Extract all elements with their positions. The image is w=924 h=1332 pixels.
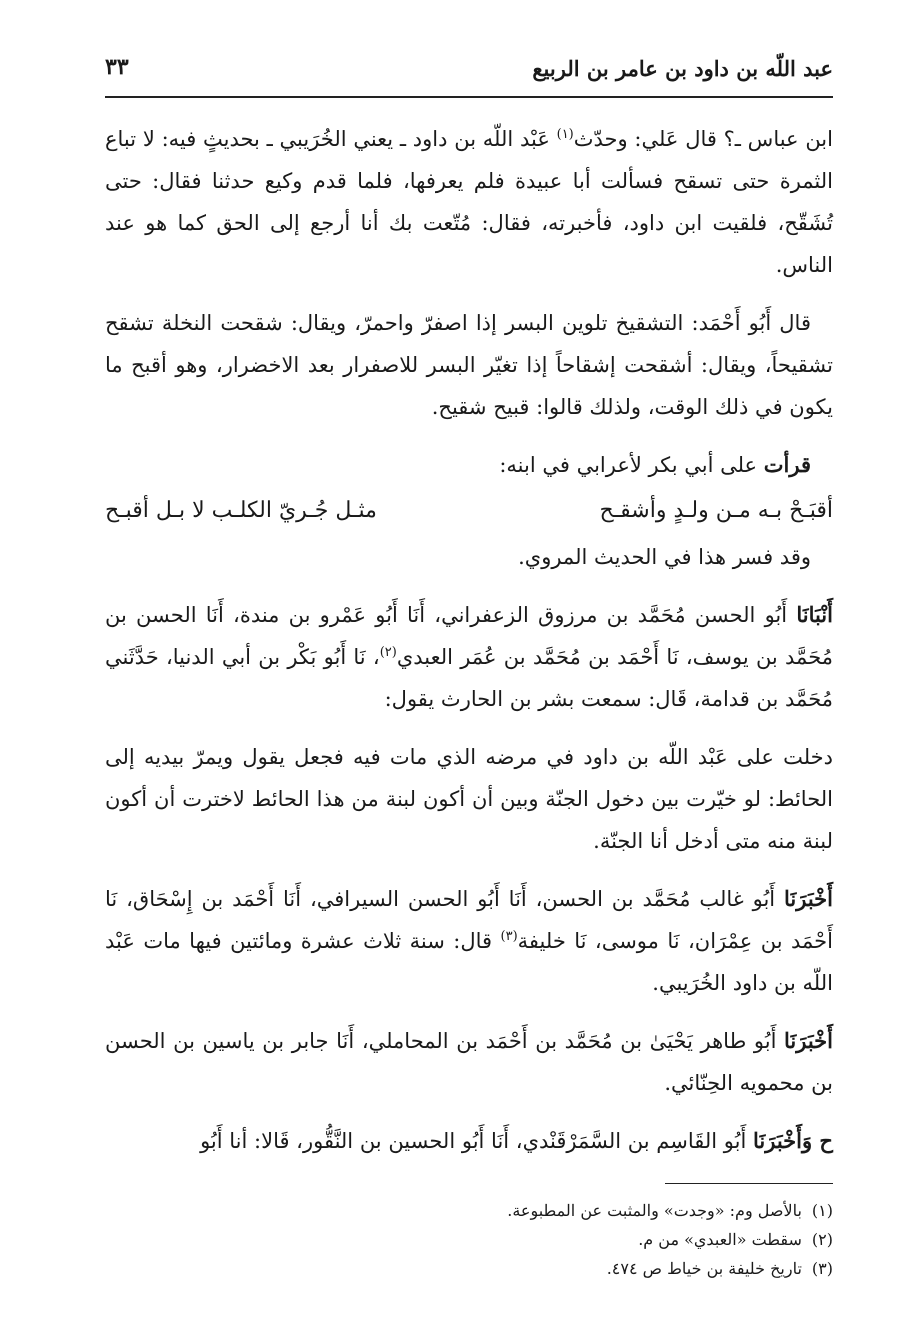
paragraph-text: على أبي بكر لأعرابي في ابنه: — [499, 453, 764, 477]
footnote-text: سقطت «العبدي» من م. — [638, 1230, 802, 1249]
header-rule — [105, 96, 833, 98]
paragraph-text: دخلت على عَبْد اللّه بن داود في مرضه الذي مات فيه فجعل يقول ويمرّ بيديه إلى الحائط: لو خيّرت بين دخول الجنّة وبين أن أكون لبنة من هذا الحائط لاخترت أن أكون لبنة منه متى أدخل أنا الجنّة. — [105, 745, 833, 853]
paragraph-text: قال: سنة ثلاث عشرة ومائتين فيها مات عَبْد اللّه بن داود الخُرَيبي. — [105, 929, 833, 995]
paragraph-lead: أَخْبَرَنَا — [784, 886, 833, 911]
footnotes — [105, 1196, 833, 1283]
paragraph-text: ابن عباس ـ؟ قال عَلي: وحدّث — [573, 127, 833, 151]
footnote-ref: (٢) — [379, 645, 397, 660]
paragraph — [105, 736, 833, 862]
footnote-ref: (١) — [556, 127, 574, 142]
footnote-text: بالأصل وم: «وجدت» والمثبت عن المطبوعة. — [507, 1201, 802, 1220]
paragraph — [105, 444, 833, 486]
running-header — [105, 50, 833, 94]
paragraph — [105, 1120, 833, 1162]
paragraph-lead: أَنْبَانَا — [796, 602, 833, 627]
paragraph-text: أَبُو القَاسِم بن السَّمَرْقَنْدي، أَنَا أَبُو الحسين بن النَّقُّور، قَالا: أنا أَبُو — [200, 1129, 753, 1153]
footnote-number: (٢) — [811, 1230, 833, 1249]
footnote-number: (١) — [811, 1201, 833, 1220]
paragraph-text: عَبْد اللّه بن داود ـ يعني الخُرَيبي ـ بحديثٍ فيه: لا تباع الثمرة حتى تسقح فسألت أبا عبيدة فلم يعرفها، فلما قدم وكيع حدثنا فقال: حتى تُشَقّح، فلقيت ابن داود، فأخبرته، فقال: مُتّعت بك أنا أرجع إلى الحق كما هو عند الناس. — [105, 127, 833, 277]
footnote-rule — [665, 1183, 833, 1184]
paragraph — [105, 878, 833, 1004]
paragraph — [105, 1020, 833, 1104]
page-number: ٣٣ — [105, 54, 129, 80]
verse-hemistich-second: مثـل جُـريّ الكلـب لا بـل أقبـح — [105, 498, 377, 523]
paragraph-text: وقد فسر هذا في الحديث المروي. — [518, 545, 811, 569]
paragraph — [105, 302, 833, 428]
footnote-number: (٣) — [811, 1259, 833, 1278]
paragraph-lead: أَخْبَرَنَا — [784, 1028, 833, 1053]
footnote-ref: (٣) — [500, 929, 518, 944]
paragraph-text: أَبُو الحسن مُحَمَّد بن مرزوق الزعفراني، أَنَا أَبُو عَمْرو بن مندة، أَنَا الحسن بن مُحَمَّد بن يوسف، نَا أَحْمَد بن مُحَمَّد بن عُمَر العبدي — [105, 603, 833, 669]
footnote — [105, 1196, 833, 1225]
footnote-text: تاريخ خليفة بن خياط ص ٤٧٤. — [606, 1259, 802, 1278]
verse-hemistich-first: أقبَـحْ بـه مـن ولـدٍ وأشقـح — [599, 498, 833, 523]
paragraph-text: أَبُو طاهر يَحْيَىٰ بن مُحَمَّد بن أَحْمَد بن المحاملي، أَنَا جابر بن ياسين بن الحسن بن محمويه الحِنّائي. — [105, 1029, 833, 1095]
paragraph — [105, 536, 833, 578]
paragraph-lead: قرأت — [763, 452, 811, 477]
paragraph — [105, 118, 833, 286]
footnote — [105, 1225, 833, 1254]
main-text — [105, 118, 833, 1178]
header-title: عبد اللّه بن داود بن عامر بن الربيع — [532, 56, 833, 81]
paragraph-text: أَبُو غالب مُحَمَّد بن الحسن، أَنَا أَبُو الحسن السيرافي، أَنَا أَحْمَد بن إِسْحَاق، نَا أَحْمَد بن عِمْرَان، نَا موسى، نَا خليفة — [105, 887, 833, 953]
paragraph-lead: ح وَأَخْبَرَنَا — [753, 1128, 833, 1153]
paragraph-text: قال أَبُو أَحْمَد: التشقيخ تلوين البسر إذا اصفرّ واحمرّ، ويقال: شقحت النخلة تشقح تشقيحاً، ويقال: أشقحت إشقاحاً إذا تغيّر البسر للاصفرار بعد الاخضرار، وهو أقبح ما يكون في ذلك الوقت، ولذلك قالوا: قبيح شقيح. — [105, 311, 833, 419]
verse-line — [105, 490, 833, 532]
paragraph — [105, 594, 833, 720]
footnote — [105, 1254, 833, 1283]
paragraph-text: ، نَا أَبُو بَكْر بن أبي الدنيا، حَدَّثَني مُحَمَّد بن قدامة، قَال: سمعت بشر بن الحارث يقول: — [105, 645, 833, 711]
